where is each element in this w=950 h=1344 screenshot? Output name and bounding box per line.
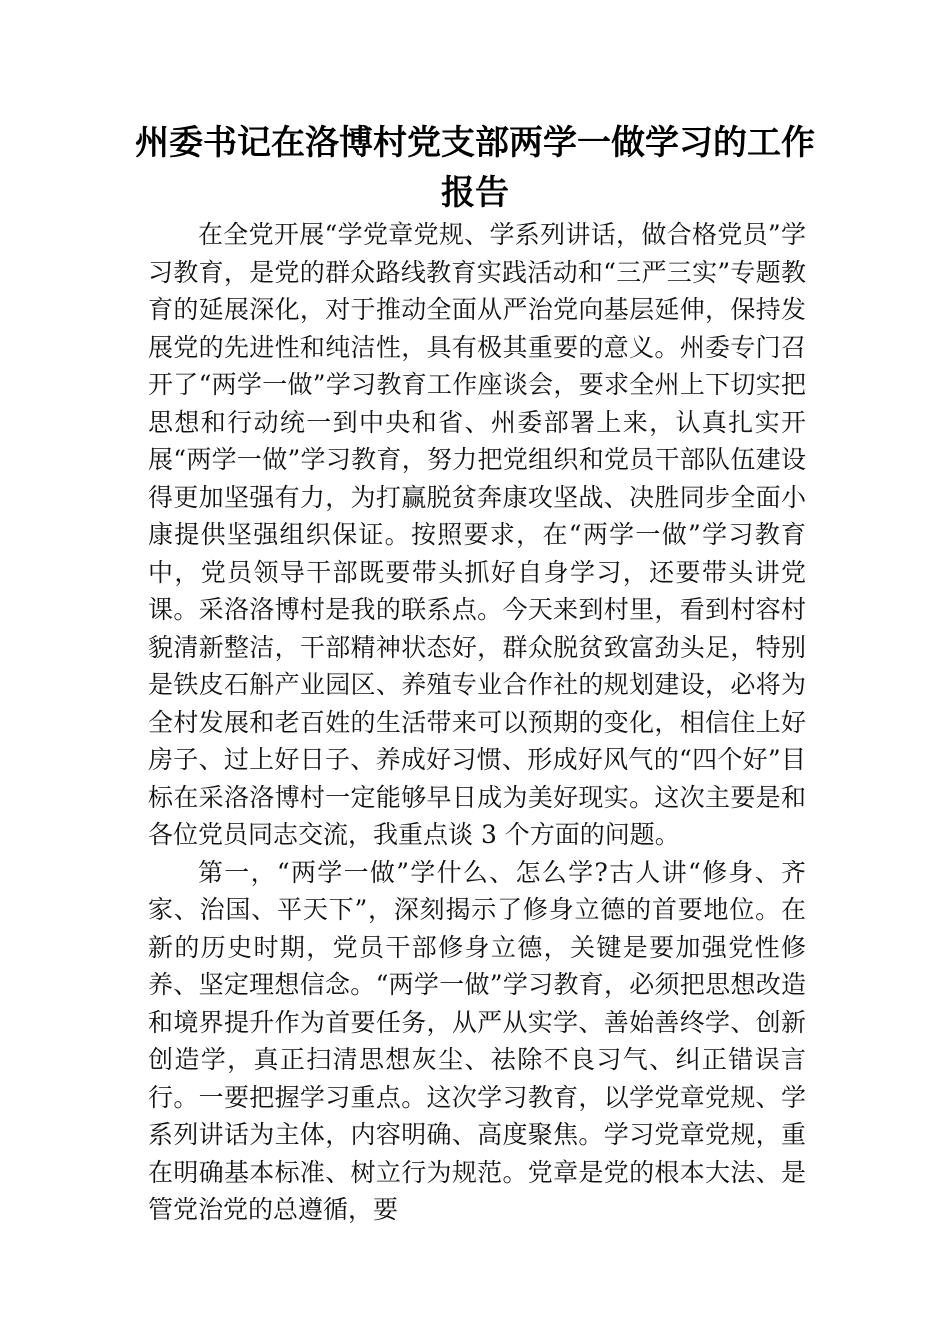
paragraph-intro: 在全党开展“学党章党规、学系列讲话，做合格党员”学习教育，是党的群众路线教育实践活动和“三严三实”专题教育的延展深化，对于推动全面从严治党向基层延伸，保持发展党的先进性和纯洁性，具有极其重要的意义。州委专门召开了“两学一做”学习教育工作座谈会，要求全州上下切实把思想和行动统一到中央和省、州委部署上来，认真扎实开展“两学一做”学习教育，努力把党组织和党员干部队伍建设得更加坚强有力，为打赢脱贫奔康攻坚战、决胜同步全面小康提供坚强组织保证。按照要求，在“两学一做”学习教育中，党员领导干部既要带头抓好自身学习，还要带头讲党课。采洛洛博村是我的联系点。今天来到村里，看到村容村貌清新整洁，干部精神状态好，群众脱贫致富劲头足，特别是铁皮石斛产业园区、养殖专业合作社的规划建设，必将为全村发展和老百姓的生活带来可以预期的变化，相信住上好房子、过上好日子、养成好习惯、形成好风气的“四个好”目标在采洛洛博村一定能够早日成为美好现实。这次主要是和各位党员同志交流，我重点谈 3 个方面的问题。 [148,220,806,849]
document-body [148,216,806,1229]
document-title: 州委书记在洛博村党支部两学一做学习的工作报告 [135,123,815,213]
paragraph-first-point: 第一，“两学一做”学什么、怎么学?古人讲“修身、齐家、治国、平天下”，深刻揭示了修身立德的首要地位。在新的历史时期，党员干部修身立德，关键是要加强党性修养、坚定理想信念。“两学一做”学习教育，必须把思想改造和境界提升作为首要任务，从严从实学、善始善终学、创新创造学，真正扫清思想灰尘、祛除不良习气、纠正错误言行。一要把握学习重点。这次学习教育，以学党章党规、学系列讲话为主体，内容明确、高度聚焦。学习党章党规，重在明确基本标准、树立行为规范。党章是党的根本大法、是管党治党的总遵循，要 [148,857,806,1224]
